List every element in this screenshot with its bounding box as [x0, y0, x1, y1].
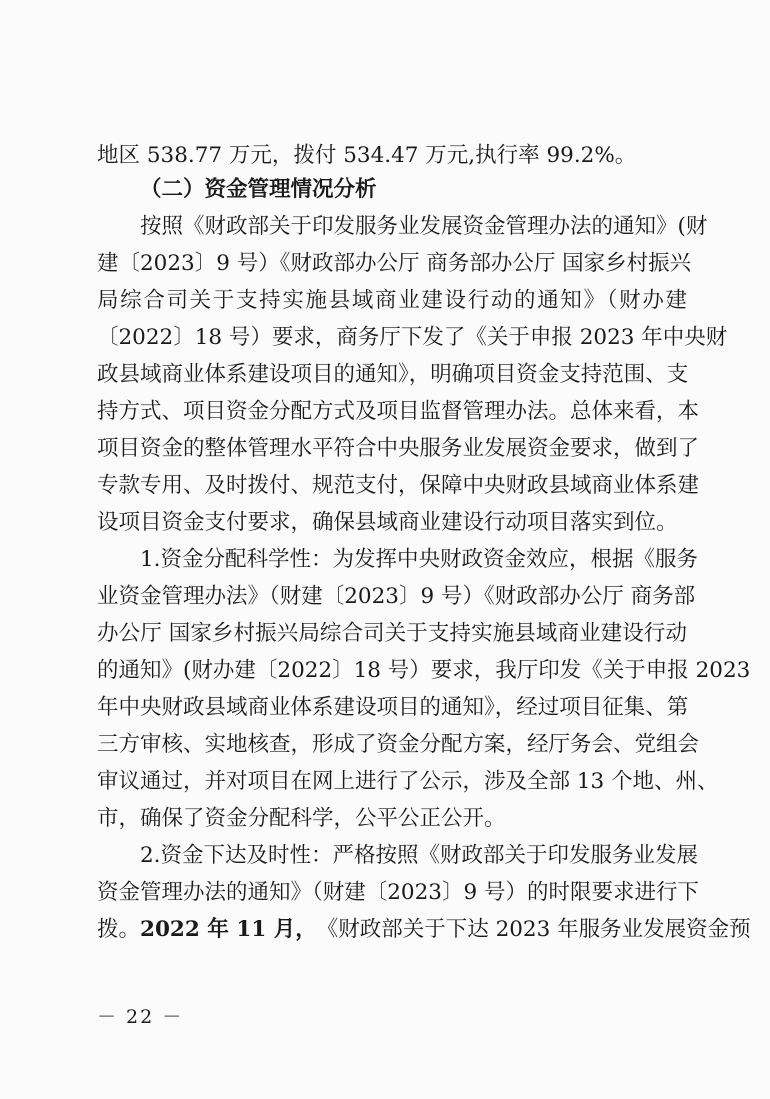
body-line-8: 持方式、项目资金分配方式及项目监督管理办法。总体来看，本: [97, 399, 700, 424]
bold-date-text: 2022 年 11 月，: [140, 917, 317, 942]
body-line-5: 局综合司关于支持实施县域商业建设行动的通知》（财办建: [97, 288, 687, 313]
body-line-10: 专款专用、及时拨付、规范支付，保障中央财政县域商业体系建: [97, 473, 700, 498]
body-line-22: [97, 915, 751, 945]
body-line-9: 项目资金的整体管理水平符合中央服务业发展资金要求，做到了: [97, 436, 700, 461]
body-line-21: 资金管理办法的通知》（财建〔2023〕9 号）的时限要求进行下: [97, 880, 699, 905]
body-line-19: 市，确保了资金分配科学，公平公正公开。: [97, 806, 506, 831]
line-end-text: 《财政部关于下达 2023 年服务业发展资金预: [316, 917, 751, 942]
body-line-18: 审议通过，并对项目在网上进行了公示，涉及全部 13 个地、州、: [97, 769, 719, 794]
body-line-15: 的通知》(财办建〔2022〕18 号）要求，我厅印发《关于申报 2023: [97, 658, 751, 683]
body-line-7: 政县域商业体系建设项目的通知》，明确项目资金支持范围、支: [97, 362, 689, 387]
body-line-6: 〔2022〕18 号）要求，商务厅下发了《关于申报 2023 年中央财: [97, 325, 728, 350]
section-heading: （二）资金管理情况分析: [140, 177, 377, 202]
body-line-11: 设项目资金支付要求，确保县域商业建设行动项目落实到位。: [97, 510, 678, 535]
body-line-3: 按照《财政部关于印发服务业发展资金管理办法的通知》(财: [140, 214, 708, 239]
body-line-16: 年中央财政县域商业体系建设项目的通知》，经过项目征集、第: [97, 695, 689, 720]
body-line-13: 业资金管理办法》（财建〔2023〕9 号）《财政部办公厅 商务部: [97, 584, 696, 609]
page-number: － 22 －: [97, 1006, 184, 1028]
line-start-text: 拨。: [97, 917, 141, 942]
body-line-14: 办公厅 国家乡村振兴局综合司关于支持实施县域商业建设行动: [97, 621, 687, 646]
body-line-4: 建〔2023〕9 号）《财政部办公厅 商务部办公厅 国家乡村振兴: [97, 251, 692, 276]
body-line-17: 三方审核、实地核查，形成了资金分配方案，经厅务会、党组会: [97, 732, 700, 757]
body-line-1: 地区 538.77 万元，拨付 534.47 万元,执行率 99.2%。: [97, 143, 637, 168]
body-line-20: 2.资金下达及时性：严格按照《财政部关于印发服务业发展: [140, 843, 699, 868]
body-line-12: 1.资金分配科学性：为发挥中央财政资金效应，根据《服务: [140, 547, 699, 572]
